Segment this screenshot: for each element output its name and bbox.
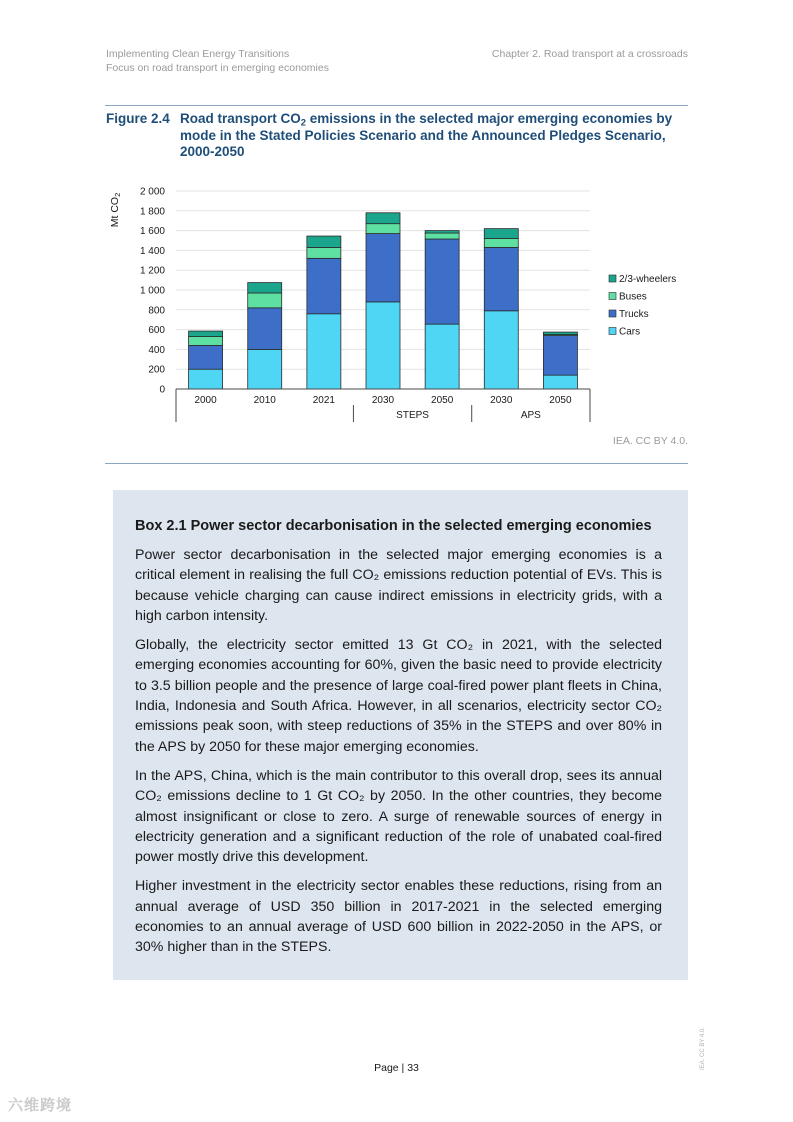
page-number: Page | 33 — [374, 1062, 419, 1074]
legend-swatch — [609, 310, 616, 317]
report-title: Implementing Clean Energy Transitions — [106, 48, 290, 60]
x-tick-label: 2030 — [490, 395, 513, 406]
box-title: Box 2.1 Power sector decarbonisation in the selected emerging economies — [135, 518, 652, 534]
y-axis-label: Mt CO2 — [109, 192, 122, 228]
box-paragraph-2: Globally, the electricity sector emitted 13 Gt CO₂ in 2021, with the selected emerging economies accounting for 60%, given the basic need to provide electricity to 3.5 billion people and the presence of large coal-fired power plant fleets in China, India, Indonesia and South Africa. However, in all scenarios, electricity sector CO₂ emissions peak soon, with steep reductions of 35% in the STEPS and over 80% in the APS by 2050 for these major emerging economies. — [135, 637, 662, 755]
y-tick-label: 200 — [148, 364, 165, 376]
legend-swatch — [609, 275, 616, 282]
bar-segment-buses — [307, 247, 341, 258]
y-tick-label: 800 — [148, 305, 165, 317]
bar-segment-cars — [543, 375, 577, 389]
x-tick-label: 2000 — [194, 395, 217, 406]
bar-segment-2-3-wheelers — [307, 236, 341, 247]
legend-label: Buses — [619, 291, 647, 303]
figure-title: Road transport $CO_2$ emissions in the selected major emerging economies by mode in the Stated Policies Scenario and the Announced Pledges Scenario, 2000-2050 — [180, 111, 673, 159]
box-body — [135, 545, 662, 967]
watermark: 六维跨境 — [8, 1097, 73, 1114]
y-tick-label: 1 200 — [139, 265, 165, 277]
bar-segment-trucks — [484, 247, 518, 310]
figure-top-rule — [105, 105, 688, 106]
bar-segment-cars — [248, 349, 282, 389]
bar-segment-trucks — [307, 258, 341, 313]
bar-segment-2-3-wheelers — [484, 229, 518, 239]
box-paragraph-4: Higher investment in the electricity sector enables these reductions, rising from an annual average of USD 350 billion in 2017-2021 in the selected emerging economies to an annual average of USD 600 billion in 2022-2050 in the APS, or 30% higher than in the STEPS. — [135, 878, 662, 956]
figure-label: Figure 2.4 — [106, 111, 170, 126]
x-tick-label: 2050 — [431, 395, 454, 406]
bar-segment-2-3-wheelers — [189, 331, 223, 336]
bar-segment-trucks — [366, 234, 400, 302]
legend-swatch — [609, 293, 616, 300]
figure-credit: IEA. CC BY 4.0. — [612, 435, 688, 447]
header-left — [106, 47, 329, 75]
bar-segment-buses — [425, 233, 459, 239]
bar-segment-buses — [366, 224, 400, 234]
box-2-1 — [113, 490, 688, 980]
legend-label: 2/3-wheelers — [619, 274, 677, 285]
x-tick-label: 2050 — [549, 395, 572, 406]
bar-segment-2-3-wheelers — [425, 231, 459, 233]
y-tick-label: 0 — [159, 384, 165, 396]
y-tick-label: 2 000 — [139, 186, 165, 198]
bar-segment-cars — [189, 369, 223, 389]
y-tick-label: 600 — [148, 325, 165, 337]
x-tick-label: 2021 — [312, 395, 335, 406]
y-tick-label: 400 — [148, 344, 165, 356]
emissions-chart — [100, 180, 700, 430]
bar-segment-trucks — [425, 239, 459, 324]
x-group-label: STEPS — [396, 410, 429, 421]
y-tick-label: 1 800 — [139, 206, 165, 218]
chart-x-axis — [176, 389, 590, 422]
legend-label: Trucks — [619, 309, 649, 320]
bar-segment-trucks — [543, 336, 577, 376]
bar-segment-buses — [484, 239, 518, 248]
bar-segment-buses — [248, 293, 282, 308]
bar-segment-cars — [307, 314, 341, 389]
chart-bars — [189, 213, 578, 389]
y-tick-label: 1 600 — [139, 226, 165, 238]
x-tick-label: 2030 — [371, 395, 395, 406]
x-group-label: APS — [520, 410, 541, 421]
y-tick-label: 1 400 — [139, 245, 165, 257]
x-tick-label: 2010 — [253, 395, 276, 406]
box-paragraph-1: Power sector decarbonisation in the selected major emerging economies is a critical element in realising the full CO₂ emissions reduction potential of EVs. This is because vehicle charging can cause indirect emissions in electricity grids, with a high carbon intensity. — [135, 547, 662, 624]
bar-segment-cars — [425, 324, 459, 389]
bar-segment-cars — [366, 302, 400, 389]
figure-bottom-rule — [105, 463, 688, 464]
bar-segment-buses — [189, 337, 223, 346]
box-paragraph-3: In the APS, China, which is the main contributor to this overall drop, sees its annual CO₂ emissions decline to 1 Gt CO₂ by 2050. In the other countries, they become almost insignificant or close to zero. A surge of renewable sources of energy in electricity generation and a significant reduction of the role of unabated coal-fired power mostly drive this development. — [135, 767, 662, 866]
bar-segment-trucks — [248, 308, 282, 350]
bar-segment-2-3-wheelers — [366, 213, 400, 224]
bar-segment-2-3-wheelers — [543, 332, 577, 334]
chart-legend — [609, 274, 676, 338]
report-subtitle: Focus on road transport in emerging economies — [106, 62, 329, 74]
side-credit: IEA. CC BY 4.0. — [700, 1027, 706, 1070]
y-tick-label: 1 000 — [139, 285, 165, 297]
bar-segment-2-3-wheelers — [248, 283, 282, 293]
chapter-title: Chapter 2. Road transport at a crossroads — [491, 48, 688, 60]
bar-segment-cars — [484, 311, 518, 389]
legend-label: Cars — [619, 326, 641, 338]
chart-y-ticks — [140, 187, 165, 396]
bar-segment-trucks — [189, 345, 223, 369]
legend-swatch — [609, 328, 616, 335]
